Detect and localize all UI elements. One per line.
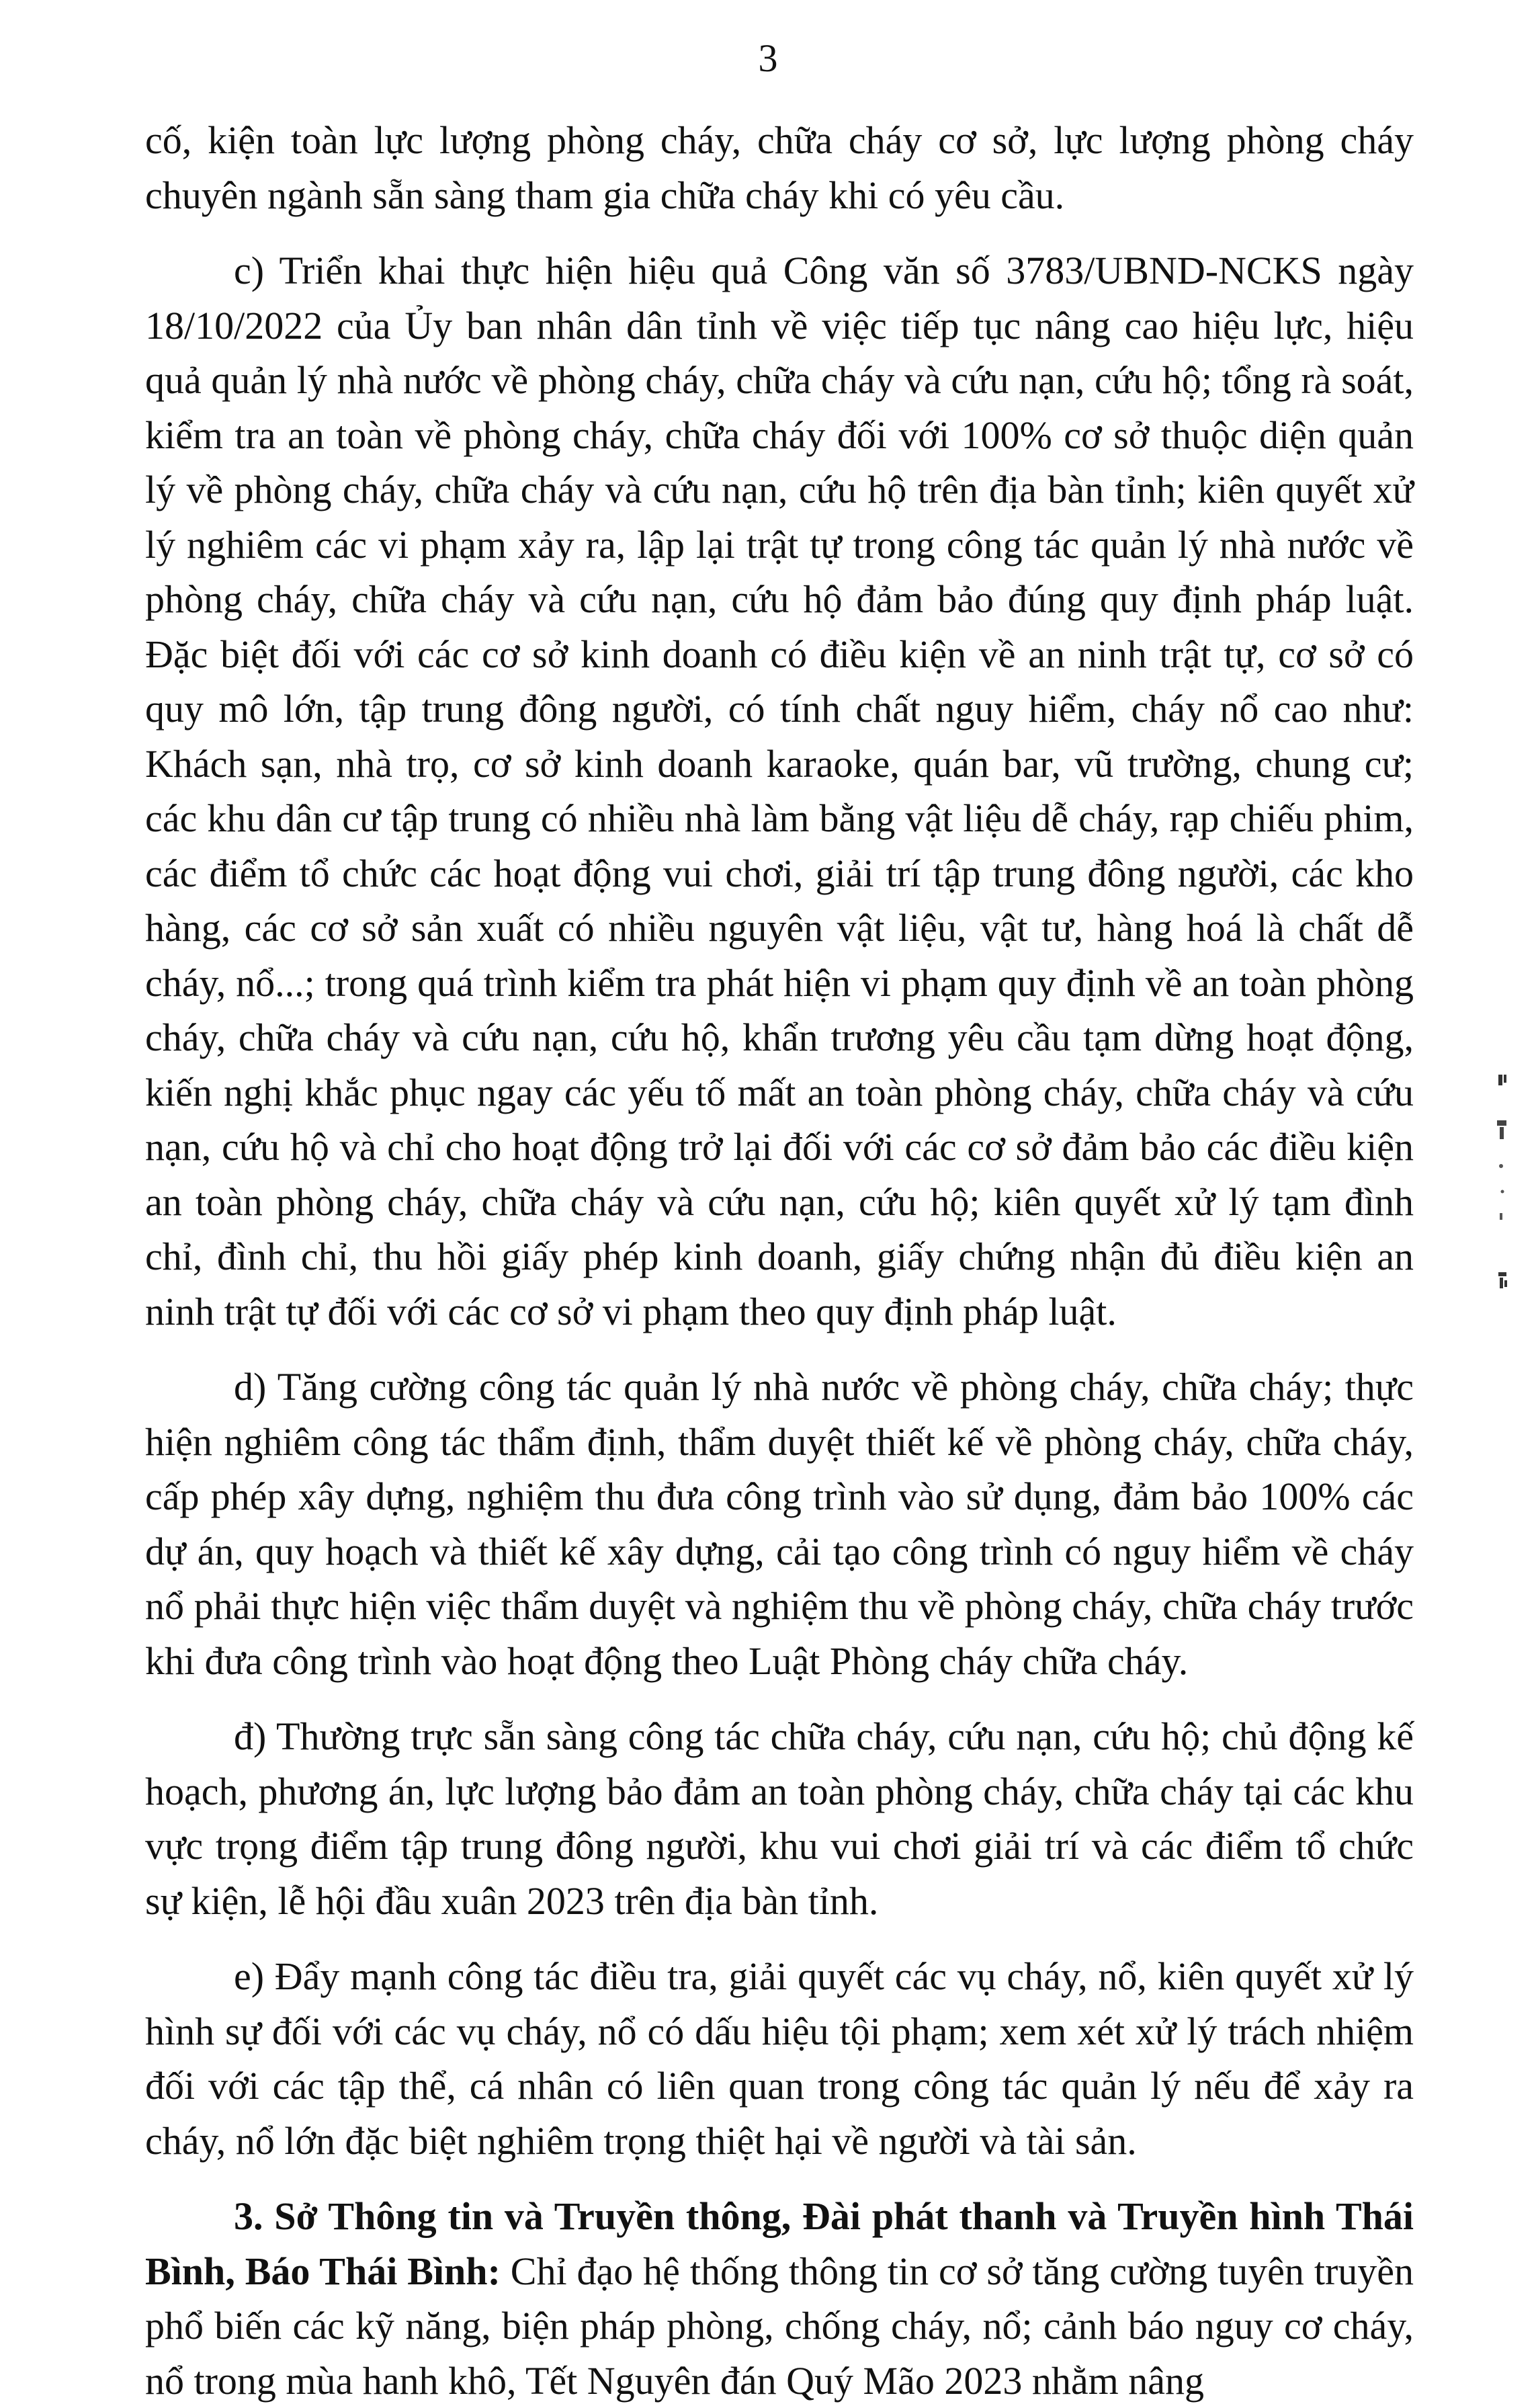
paragraph-section-3 [145,2189,1414,2408]
paragraph-item-d: d) Tăng cường công tác quản lý nhà nước về phòng cháy, chữa cháy; thực hiện nghiêm công tác thẩm định, thẩm duyệt thiết kế về phòng cháy, chữa cháy, cấp phép xây dựng, nghiệm thu đưa công trình vào sử dụng, đảm bảo 100% các dự án, quy hoạch và thiết kế xây dựng, cải tạo công trình có nguy hiểm về cháy nổ phải thực hiện việc thẩm duyệt và nghiệm thu về phòng cháy, chữa cháy trước khi đưa công trình vào hoạt động theo Luật Phòng cháy chữa cháy. [145,1365,1414,1683]
paragraph-continuation: cố, kiện toàn lực lượng phòng cháy, chữa cháy cơ sở, lực lượng phòng cháy chuyên ngành sẵn sàng tham gia chữa cháy khi có yêu cầu. [145,118,1414,217]
paragraph-item-c: c) Triển khai thực hiện hiệu quả Công văn số 3783/UBND-NCKS ngày 18/10/2022 của Ủy ban nhân dân tỉnh về việc tiếp tục nâng cao hiệu lực, hiệu quả quản lý nhà nước về phòng cháy, chữa cháy và cứu nạn, cứu hộ; tổng rà soát, kiểm tra an toàn về phòng cháy, chữa cháy đối với 100% cơ sở thuộc diện quản lý về phòng cháy, chữa cháy và cứu nạn, cứu hộ trên địa bàn tỉnh; kiên quyết xử lý nghiêm các vi phạm xảy ra, lập lại trật tự trong công tác quản lý nhà nước về phòng cháy, chữa cháy và cứu nạn, cứu hộ đảm bảo đúng quy định pháp luật. Đặc biệt đối với các cơ sở kinh doanh có điều kiện về an ninh trật tự, cơ sở có quy mô lớn, tập trung đông người, có tính chất nguy hiểm, cháy nổ cao như: Khách sạn, nhà trọ, cơ sở kinh doanh karaoke, quán bar, vũ trường, chung cư; các khu dân cư tập trung có nhiều nhà làm bằng vật liệu dễ cháy, rạp chiếu phim, các điểm tổ chức các hoạt động vui chơi, giải trí tập trung đông người, các kho hàng, các cơ sở sản xuất có nhiều nguyên vật liệu, vật tư, hàng hoá là chất dễ cháy, nổ...; trong quá trình kiểm tra phát hiện vi phạm quy định về an toàn phòng cháy, chữa cháy và cứu nạn, cứu hộ, khẩn trương yêu cầu tạm dừng hoạt động, kiến nghị khắc phục ngay các yếu tố mất an toàn phòng cháy, chữa cháy và cứu nạn, cứu hộ và chỉ cho hoạt động trở lại đối với các cơ sở đảm bảo các điều kiện an toàn phòng cháy, chữa cháy và cứu nạn, cứu hộ; kiên quyết xử lý tạm đình chỉ, đình chỉ, thu hồi giấy phép kinh doanh, giấy chứng nhận đủ điều kiện an ninh trật tự đối với các cơ sở vi phạm theo quy định pháp luật. [145,249,1414,1333]
page-number: 3 [758,36,778,80]
margin-scan-marks [1489,1072,1516,1327]
paragraph-item-e: e) Đẩy mạnh công tác điều tra, giải quyết các vụ cháy, nổ, kiên quyết xử lý hình sự đối với các vụ cháy, nổ có dấu hiệu tội phạm; xem xét xử lý trách nhiệm đối với các tập thể, cá nhân có liên quan trong công tác quản lý nếu để xảy ra cháy, nổ lớn đặc biệt nghiêm trọng thiệt hại về người và tài sản. [145,1954,1414,2163]
section-3-body: Chỉ đạo hệ thống thông tin cơ sở tăng cường tuyên truyền phổ biến các kỹ năng, biện pháp phòng, chống cháy, nổ; cảnh báo nguy cơ cháy, nổ trong mùa hanh khô, Tết Nguyên đán Quý Mão 2023 nhằm nâng [145,2249,1414,2403]
section-3-heading: 3. Sở Thông tin và Truyền thông, Đài phát thanh và Truyền hình Thái Bình, Báo Thái Bình: [145,2194,1414,2293]
document-body [145,113,1414,2408]
paragraph-item-dd: đ) Thường trực sẵn sàng công tác chữa cháy, cứu nạn, cứu hộ; chủ động kế hoạch, phương án, lực lượng bảo đảm an toàn phòng cháy, chữa cháy tại các khu vực trọng điểm tập trung đông người, khu vui chơi giải trí và các điểm tổ chức sự kiện, lễ hội đầu xuân 2023 trên địa bàn tỉnh. [145,1714,1414,1923]
